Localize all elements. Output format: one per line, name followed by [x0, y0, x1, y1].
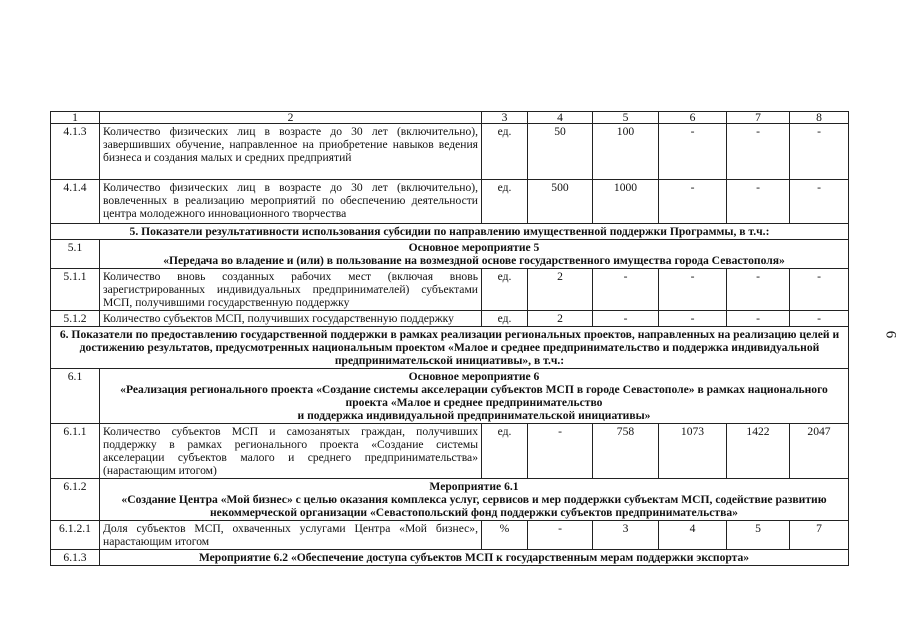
value-cell: 50 [528, 124, 593, 180]
value-cell: - [659, 311, 727, 327]
table-row [51, 550, 849, 566]
header-cell: 7 [727, 112, 790, 124]
value-cell: - [593, 269, 659, 311]
value-cell: 4 [659, 521, 727, 550]
unit-cell: % [482, 521, 528, 550]
header-cell: 5 [593, 112, 659, 124]
value-cell: - [790, 269, 849, 311]
indicators-table [50, 111, 849, 566]
section-6-title: 6. Показатели по предоставлению государственной поддержки в рамках реализации региональных проектов, направленных на реализацию целей и достижению результатов, предусмотренных национальным проектом «Малое и среднее предпринимательство и поддержка индивидуальной предпринимательской инициативы», в т.ч.: [51, 327, 849, 369]
row-number: 5.1.1 [51, 269, 100, 311]
activity-heading: Мероприятие 6.2 «Обеспечение доступа субъектов МСП к государственным мерам поддержки экспорта» [100, 550, 849, 566]
activity-heading [100, 240, 849, 269]
header-row [51, 112, 849, 124]
value-cell: 500 [528, 180, 593, 224]
value-cell: - [790, 124, 849, 180]
unit-cell: ед. [482, 124, 528, 180]
row-number: 4.1.4 [51, 180, 100, 224]
unit-cell: ед. [482, 311, 528, 327]
value-cell: - [790, 180, 849, 224]
value-cell: - [659, 269, 727, 311]
value-cell: 3 [593, 521, 659, 550]
activity-heading [100, 479, 849, 521]
value-cell: - [659, 180, 727, 224]
indicator-text: Количество субъектов МСП, получивших государственную поддержку [100, 311, 482, 327]
activity-title: Основное мероприятие 5 [408, 241, 540, 254]
page-number: 6 [882, 330, 899, 339]
value-cell: - [593, 311, 659, 327]
value-cell: - [727, 311, 790, 327]
header-cell: 4 [528, 112, 593, 124]
value-cell: - [727, 124, 790, 180]
indicator-text: Количество субъектов МСП и самозанятых граждан, получивших поддержку в рамках регионального проекта «Создание системы акселерации субъектов малого и среднего предпринимательства» (нарастающим итогом) [100, 424, 482, 479]
header-cell: 1 [51, 112, 100, 124]
row-number: 6.1.3 [51, 550, 100, 566]
value-cell: 5 [727, 521, 790, 550]
section-heading-row [51, 224, 849, 240]
table-row [51, 369, 849, 424]
value-cell: 2 [528, 311, 593, 327]
row-number: 5.1.2 [51, 311, 100, 327]
value-cell: 100 [593, 124, 659, 180]
activity-title: Основное мероприятие 6 [408, 370, 540, 383]
table-row [51, 124, 849, 180]
indicator-text: Количество физических лиц в возрасте до 30 лет (включительно), завершивших обучение, направленное на приобретение навыков ведения бизнеса и создания малых и средних предприятий [100, 124, 482, 180]
value-cell: 2047 [790, 424, 849, 479]
unit-cell: ед. [482, 424, 528, 479]
table-row [51, 240, 849, 269]
activity-description-end: и поддержка индивидуальной предпринимательской инициативы» [297, 409, 651, 422]
value-cell: 1073 [659, 424, 727, 479]
header-cell: 8 [790, 112, 849, 124]
value-cell: 7 [790, 521, 849, 550]
value-cell: - [659, 124, 727, 180]
value-cell: - [528, 424, 593, 479]
activity-description: «Передача во владение и (или) в пользование на возмездной основе государственного имущества города Севастополя» [163, 254, 785, 267]
table-row [51, 521, 849, 550]
table-row [51, 311, 849, 327]
row-number: 6.1.2.1 [51, 521, 100, 550]
table-row [51, 269, 849, 311]
section-5-title: 5. Показатели результативности использования субсидии по направлению имущественной поддержки Программы, в т.ч.: [51, 224, 849, 240]
value-cell: 1000 [593, 180, 659, 224]
value-cell: - [790, 311, 849, 327]
header-cell: 2 [100, 112, 482, 124]
header-cell: 3 [482, 112, 528, 124]
indicator-text: Количество вновь созданных рабочих мест (включая вновь зарегистрированных индивидуальных предпринимателей) субъектами МСП, получившими государственную поддержку [100, 269, 482, 311]
activity-description: «Реализация регионального проекта «Создание системы акселерации субъектов МСП в городе Севастополе» в рамках национального проекта «Малое и среднее предпринимательство [120, 383, 828, 409]
value-cell: - [528, 521, 593, 550]
row-number: 6.1.1 [51, 424, 100, 479]
unit-cell: ед. [482, 269, 528, 311]
row-number: 6.1.2 [51, 479, 100, 521]
table-row [51, 180, 849, 224]
indicator-text: Доля субъектов МСП, охваченных услугами Центра «Мой бизнес», нарастающим итогом [100, 521, 482, 550]
section-heading-row [51, 327, 849, 369]
row-number: 5.1 [51, 240, 100, 269]
row-number: 6.1 [51, 369, 100, 424]
activity-heading [100, 369, 849, 424]
indicator-text: Количество физических лиц в возрасте до 30 лет (включительно), вовлеченных в реализацию мероприятий по обеспечению деятельности центра молодежного инновационного творчества [100, 180, 482, 224]
activity-title: Мероприятие 6.1 [429, 480, 519, 493]
value-cell: - [727, 180, 790, 224]
value-cell: - [727, 269, 790, 311]
value-cell: 1422 [727, 424, 790, 479]
table-row [51, 479, 849, 521]
value-cell: 758 [593, 424, 659, 479]
unit-cell: ед. [482, 180, 528, 224]
activity-description: «Создание Центра «Мой бизнес» с целью оказания комплекса услуг, сервисов и мер поддержки субъектам МСП, содействие развитию некоммерческой организации «Севастопольский фонд поддержки субъектов предпринимательства» [121, 493, 827, 519]
table-row [51, 424, 849, 479]
header-cell: 6 [659, 112, 727, 124]
value-cell: 2 [528, 269, 593, 311]
row-number: 4.1.3 [51, 124, 100, 180]
